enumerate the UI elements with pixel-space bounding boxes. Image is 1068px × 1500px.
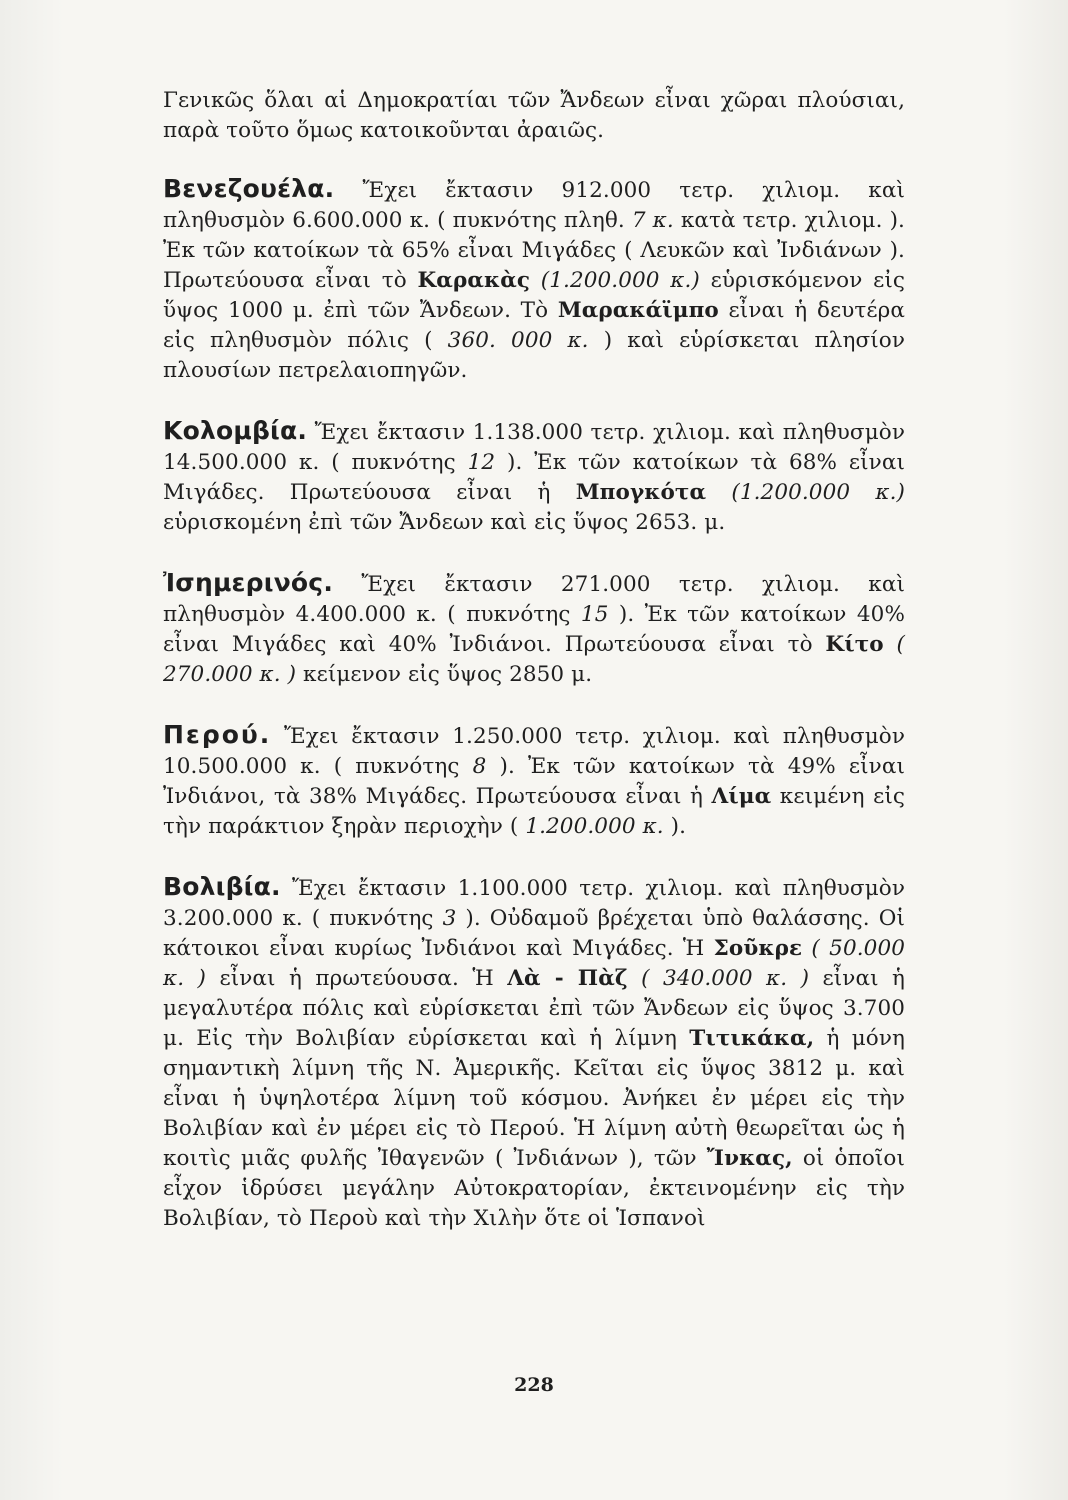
- ecuador-capital: Κίτο: [825, 632, 884, 657]
- venezuela-text-5: ) καὶ εὑρίσκεται πλησίον πλουσίων πετρελαιοπηγῶν.: [163, 328, 905, 383]
- colombia-text-2: ). Ἐκ τῶν κατοίκων τὰ 68% εἶναι Μιγάδες. Πρωτεύουσα εἶναι ἡ: [163, 450, 905, 505]
- venezuela-text-1: Ἔχει ἔκτασιν 912.000 τετρ. χιλιομ. καὶ πληθυσμὸν 6.600.000 κ. ( πυκνότης πληθ.: [163, 178, 905, 233]
- peru-text-2: ). Ἐκ τῶν κατοίκων τὰ 49% εἶναι Ἰνδιάνοι, τὰ 38% Μιγάδες. Πρωτεύουσα εἶναι ἡ: [163, 754, 905, 809]
- ecuador-text-2: ). Ἐκ τῶν κατοίκων 40% εἶναι Μιγάδες καὶ 40% Ἰνδιάνοι. Πρωτεύουσα εἶναι τὸ: [163, 602, 905, 657]
- colombia-density: 12: [467, 450, 496, 475]
- colombia-text-3: εὑρισκομένη ἐπὶ τῶν Ἄνδεων καὶ εἰς ὕψος 2653. μ.: [163, 510, 726, 535]
- venezuela-capital-pop: (1.200.000 κ.): [530, 268, 700, 293]
- section-bolivia: [163, 872, 905, 1234]
- colombia-text-1: Ἔχει ἔκτασιν 1.138.000 τετρ. χιλιομ. καὶ πληθυσμὸν 14.500.000 κ. ( πυκνότης: [163, 420, 905, 475]
- heading-ecuador: Ἰσημερινός.: [163, 568, 334, 597]
- ecuador-capital-pop: ( 270.000 κ. ): [163, 632, 905, 687]
- venezuela-capital: Καρακὰς: [417, 268, 531, 293]
- colombia-capital: Μπογκότα: [575, 480, 707, 505]
- bolivia-density: 3: [442, 906, 457, 931]
- intro-paragraph: Γενικῶς ὅλαι αἱ Δημοκρατίαι τῶν Ἄνδεων εἶναι χῶραι πλούσιαι, παρὰ τοῦτο ὅμως κατοικοῦνται ἀραιῶς.: [163, 88, 905, 143]
- bolivia-city2: Λὰ - Πὰζ: [507, 966, 628, 991]
- section-venezuela: [163, 174, 905, 386]
- venezuela-text-3: εὑρισκόμενον εἰς ὕψος 1000 μ. ἐπὶ τῶν Ἄνδεων. Τὸ: [163, 268, 905, 323]
- section-peru: [163, 720, 905, 842]
- ecuador-text-1: Ἔχει ἔκτασιν 271.000 τετρ. χιλιομ. καὶ πληθυσμὸν 4.400.000 κ. ( πυκνότης: [163, 572, 905, 627]
- heading-bolivia: Βολιβία.: [163, 872, 281, 901]
- section-ecuador: [163, 568, 905, 690]
- venezuela-city2: Μαρακάϊμπο: [557, 298, 719, 323]
- venezuela-text-2: κατὰ τετρ. χιλιομ. ). Ἐκ τῶν κατοίκων τὰ 65% εἶναι Μιγάδες ( Λευκῶν καὶ Ἰνδιάνων ). Πρωτεύουσα εἶναι τὸ: [163, 208, 905, 293]
- bolivia-capital-pop: ( 50.000 κ. ): [163, 936, 905, 991]
- bolivia-text-6: οἱ ὁποῖοι εἶχον ἱδρύσει μεγάλην Αὐτοκρατορίαν, ἐκτεινομένην εἰς τὴν Βολιβίαν, τὸ Περοὺ καὶ τὴν Χιλὴν ὅτε οἱ Ἱσπανοὶ: [163, 1146, 905, 1231]
- bolivia-tribe: Ἴνκας,: [706, 1146, 793, 1171]
- body-text: [163, 86, 905, 1234]
- peru-text-4: ).: [663, 814, 687, 839]
- peru-text-1: Ἔχει ἔκτασιν 1.250.000 τετρ. χιλιομ. καὶ πληθυσμὸν 10.500.000 κ. ( πυκνότης: [163, 724, 905, 779]
- bolivia-city2-pop: ( 340.000 κ. ): [627, 966, 810, 991]
- heading-venezuela: Βενεζουέλα.: [163, 174, 335, 203]
- peru-capital: Λίμα: [711, 784, 772, 809]
- bolivia-text-4: εἶναι ἡ μεγαλυτέρα πόλις καὶ εὑρίσκεται ἐπὶ τῶν Ἄνδεων εἰς ὕψος 3.700 μ. Εἰς τὴν Βολιβίαν εὑρίσκεται καὶ ἡ λίμνη: [163, 966, 905, 1051]
- bolivia-text-3: εἶναι ἡ πρωτεύουσα. Ἡ: [206, 966, 508, 991]
- page-number: 228: [514, 1374, 554, 1396]
- bolivia-text-5: ἡ μόνη σημαντικὴ λίμνη τῆς Ν. Ἀμερικῆς. Κεῖται εἰς ὕψος 3812 μ. καὶ εἶναι ἡ ὑψηλοτέρα λίμνη τοῦ κόσμου. Ἀνήκει ἐν μέρει εἰς τὴν Βολιβίαν καὶ ἐν μέρει εἰς τὸ Περού. Ἡ λίμνη αὐτὴ θεωρεῖται ὡς ἡ κοιτὶς μιᾶς φυλῆς Ἰθαγενῶν ( Ἰνδιάνων ), τῶν: [163, 1026, 905, 1171]
- bolivia-lake: Τιτικάκα,: [689, 1026, 815, 1051]
- venezuela-city2-pop: 360. 000 κ.: [447, 328, 589, 353]
- bolivia-capital: Σοῦκρε: [713, 936, 803, 961]
- bolivia-text-1: Ἔχει ἔκτασιν 1.100.000 τετρ. χιλιομ. καὶ πληθυσμὸν 3.200.000 κ. ( πυκνότης: [163, 876, 905, 931]
- peru-density: 8: [472, 754, 487, 779]
- heading-peru: Περού.: [163, 720, 272, 749]
- colombia-capital-pop: (1.200.000 κ.): [706, 480, 905, 505]
- venezuela-text-4: εἶναι ἡ δευτέρα εἰς πληθυσμὸν πόλις (: [163, 298, 905, 353]
- section-colombia: [163, 416, 905, 538]
- ecuador-text-3: κείμενον εἰς ὕψος 2850 μ.: [296, 662, 593, 687]
- heading-colombia: Κολομβία.: [163, 416, 308, 445]
- bolivia-text-2: ). Οὐδαμοῦ βρέχεται ὑπὸ θαλάσσης. Οἱ κάτοικοι εἶναι κυρίως Ἰνδιάνοι καὶ Μιγάδες. Ἡ: [163, 906, 905, 961]
- peru-text-3: κειμένη εἰς τὴν παράκτιον ξηρὰν περιοχὴν (: [163, 784, 905, 839]
- venezuela-density: 7 κ.: [631, 208, 674, 233]
- peru-capital-pop: 1.200.000 κ.: [525, 814, 664, 839]
- ecuador-density: 15: [580, 602, 609, 627]
